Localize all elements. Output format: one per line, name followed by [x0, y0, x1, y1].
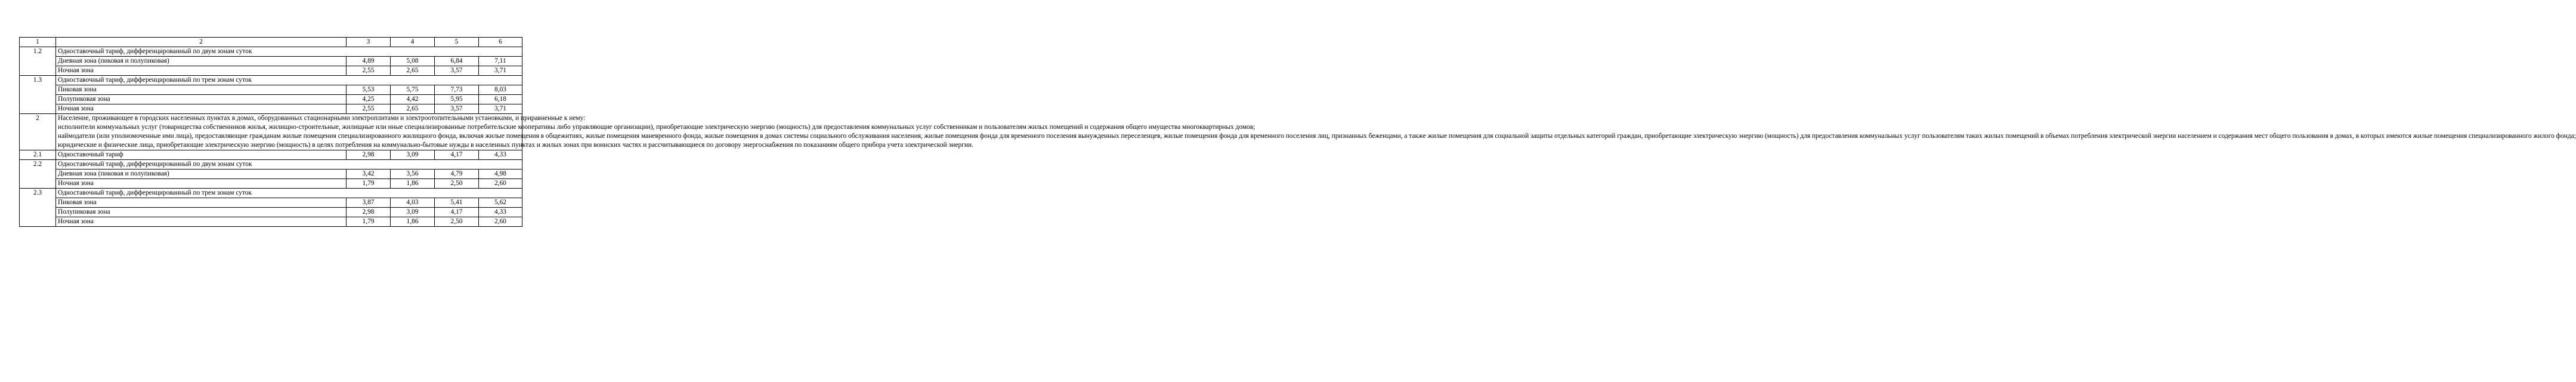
- row-number-cell: 2.3: [20, 189, 56, 227]
- tariff-value-cell: 2,50: [435, 217, 479, 227]
- tariff-value-cell: 3,57: [435, 104, 479, 114]
- tariff-value-cell: 2,60: [479, 217, 522, 227]
- table-row: [20, 170, 522, 179]
- tariff-value-cell: 4,79: [435, 170, 479, 179]
- tariff-value-cell: 7,73: [435, 85, 479, 95]
- column-number-6: 6: [479, 38, 522, 47]
- table-row: [20, 95, 522, 104]
- tariff-value-cell: 5,53: [347, 85, 391, 95]
- tariff-value-cell: 5,62: [479, 198, 522, 208]
- tariff-value-cell: 3,71: [479, 66, 522, 76]
- tariff-value-cell: 5,41: [435, 198, 479, 208]
- column-number-2: 2: [56, 38, 347, 47]
- table-row: [20, 198, 522, 208]
- table-row: [20, 104, 522, 114]
- row-number-cell: 1.3: [20, 76, 56, 114]
- zone-label: Одноставочный тариф: [56, 150, 347, 160]
- table-row: [20, 160, 522, 170]
- tariff-value-cell: 4,25: [347, 95, 391, 104]
- table-row: [20, 66, 522, 76]
- tariff-document: [19, 37, 2576, 227]
- tariff-value-cell: 3,71: [479, 104, 522, 114]
- zone-label: Ночная зона: [56, 104, 347, 114]
- tariff-value-cell: 4,17: [435, 150, 479, 160]
- table-row: [20, 85, 522, 95]
- tariff-value-cell: 2,55: [347, 66, 391, 76]
- tariff-table-body: [20, 47, 2576, 227]
- row-number-cell: 2.2: [20, 160, 56, 189]
- tariff-value-cell: 5,95: [435, 95, 479, 104]
- tariff-value-cell: 3,09: [391, 208, 435, 217]
- table-row: [20, 189, 522, 198]
- description-paragraph: исполнители коммунальных услуг (товарищества собственников жилья, жилищно-строительные, жилищные или иные специализированные потребительские кооперативы либо управляющие организации), приобретающие электрическую энергию (мощность) для предоставления коммунальных услуг собственникам и пользователям жилых помещений и содержания общего имущества многоквартирных домов;: [58, 124, 1255, 131]
- tariff-value-cell: 8,03: [479, 85, 522, 95]
- tariff-value-cell: 3,87: [347, 198, 391, 208]
- tariff-value-cell: 2,98: [347, 208, 391, 217]
- tariff-value-cell: 5,08: [391, 57, 435, 66]
- tariff-value-cell: 4,33: [479, 208, 522, 217]
- tariff-value-cell: 6,84: [435, 57, 479, 66]
- table-row: [20, 47, 522, 57]
- tariff-value-cell: 4,98: [479, 170, 522, 179]
- tariff-group-label: Одноставочный тариф, дифференцированный по трем зонам суток: [56, 189, 522, 198]
- column-number-3: 3: [347, 38, 391, 47]
- tariff-value-cell: 3,57: [435, 66, 479, 76]
- tariff-value-cell: 2,55: [347, 104, 391, 114]
- tariff-value-cell: 5,75: [391, 85, 435, 95]
- table-row: [20, 57, 522, 66]
- column-number-1: 1: [20, 38, 56, 47]
- tariff-value-cell: 6,18: [479, 95, 522, 104]
- row-number-cell: 2.1: [20, 150, 56, 160]
- tariff-value-cell: 3,42: [347, 170, 391, 179]
- tariff-value-cell: 3,09: [391, 150, 435, 160]
- tariff-value-cell: 4,17: [435, 208, 479, 217]
- tariff-value-cell: 2,98: [347, 150, 391, 160]
- zone-label: Ночная зона: [56, 66, 347, 76]
- column-number-4: 4: [391, 38, 435, 47]
- table-row: [20, 76, 522, 85]
- tariff-value-cell: 2,65: [391, 104, 435, 114]
- table-row: [20, 217, 522, 227]
- zone-label: Полупиковая зона: [56, 95, 347, 104]
- tariff-value-cell: 1,79: [347, 217, 391, 227]
- tariff-value-cell: 2,60: [479, 179, 522, 189]
- description-paragraph: Население, проживающее в городских населенных пунктах в домах, оборудованных стационарными электроплитами и электроотопительными установками, и приравненные к нему:: [58, 115, 586, 122]
- zone-label: Полупиковая зона: [56, 208, 347, 217]
- tariff-group-label: Одноставочный тариф, дифференцированный по двум зонам суток: [56, 160, 522, 170]
- tariff-group-label: Одноставочный тариф, дифференцированный по двум зонам суток: [56, 47, 522, 57]
- tariff-group-label: Одноставочный тариф, дифференцированный по трем зонам суток: [56, 76, 522, 85]
- description-paragraph: наймодатели (или уполномоченные ими лица), предоставляющие гражданам жилые помещения специализированного жилищного фонда, включая жилые помещения в общежитиях, жилые помещения маневренного фонда, жилые помещения в домах системы социального обслуживания населения, жилые помещения фонда для временного поселения вынужденных переселенцев, жилые помещения фонда для временного поселения лиц, признанных беженцами, а также жилые помещения для социальной защиты отдельных категорий граждан, приобретающие электрическую энергию (мощность) для предоставления коммунальных услуг пользователям таких жилых помещений в объемах потребления электрической энергии населением и содержания мест общего пользования в домах, в которых имеются жилые помещения специализированного жилого фонда;: [58, 133, 2576, 140]
- zone-label: Пиковая зона: [56, 85, 347, 95]
- tariff-value-cell: 7,11: [479, 57, 522, 66]
- zone-label: Ночная зона: [56, 217, 347, 227]
- zone-label: Пиковая зона: [56, 198, 347, 208]
- table-header-row: [20, 38, 522, 47]
- tariff-value-cell: 4,42: [391, 95, 435, 104]
- row-number-cell: 2: [20, 114, 56, 150]
- tariff-value-cell: 2,50: [435, 179, 479, 189]
- tariff-value-cell: 1,86: [391, 217, 435, 227]
- table-row: [20, 179, 522, 189]
- consumer-category-description: [56, 114, 2576, 150]
- column-number-5: 5: [435, 38, 479, 47]
- tariff-value-cell: 2,65: [391, 66, 435, 76]
- zone-label: Ночная зона: [56, 179, 347, 189]
- tariff-value-cell: 4,33: [479, 150, 522, 160]
- tariff-value-cell: 4,89: [347, 57, 391, 66]
- table-row: [20, 150, 522, 160]
- row-number-cell: 1.2: [20, 47, 56, 76]
- table-row: [20, 114, 522, 150]
- tariff-value-cell: 3,56: [391, 170, 435, 179]
- tariff-value-cell: 4,03: [391, 198, 435, 208]
- tariff-table: [19, 37, 2576, 227]
- tariff-value-cell: 1,79: [347, 179, 391, 189]
- description-paragraph: юридические и физические лица, приобретающие электрическую энергию (мощность) в целях потребления на коммунально-бытовые нужды в населенных пунктах и жилых зонах при воинских частях и рассчитывающиеся по договору энергоснабжения по показаниям общего прибора учета электрической энергии.: [58, 141, 973, 149]
- table-row: [20, 208, 522, 217]
- zone-label: Дневная зона (пиковая и полупиковая): [56, 57, 347, 66]
- zone-label: Дневная зона (пиковая и полупиковая): [56, 170, 347, 179]
- tariff-value-cell: 1,86: [391, 179, 435, 189]
